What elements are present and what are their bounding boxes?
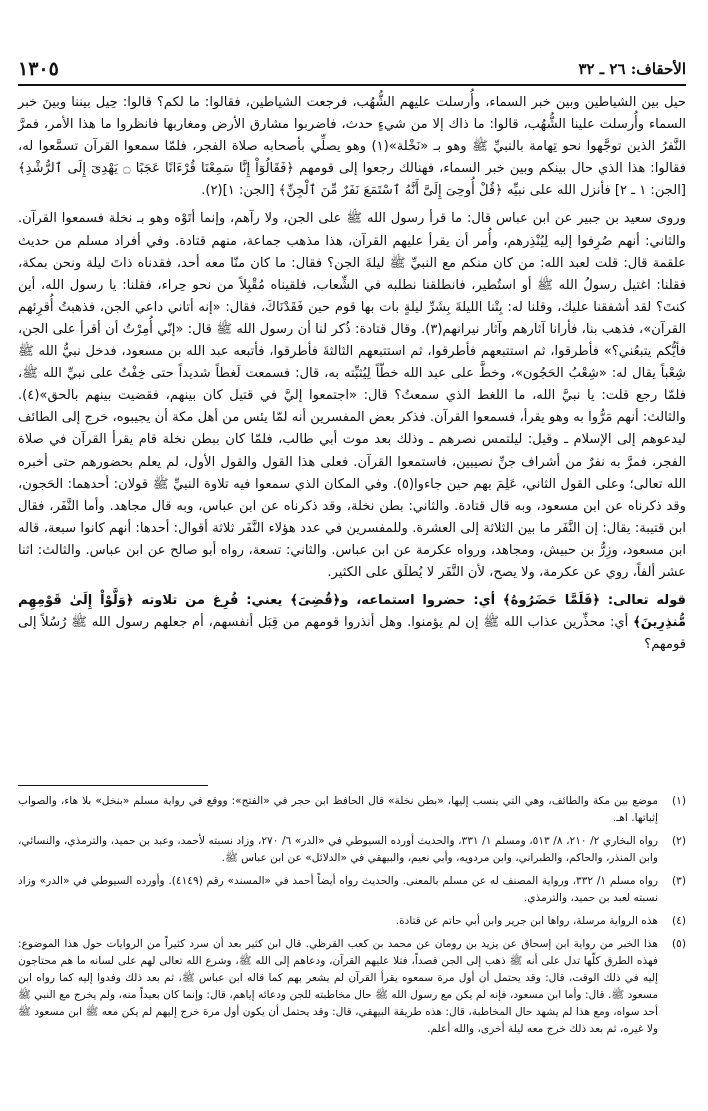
paragraph-1: حيل بين الشياطين وبين خبر السماء، وأُرسلت عليهم الشُّهُب، فرجعت الشياطين، فقالوا: ما لكم؟ قالوا: حِيل بيننا وبينَ خبر السماء وأُرسلت علينا الشُّهُب، قالوا: ما ذاك إلا من شيءٍ حدث، فاضربوا مشارق الأرض ومغاربها فانظروا ما هذا الأمر، فمرَّ النَّفرُ الذين توجَّهوا نحو تِهامة بالنبيِّ ﷺ وهو بـ «نَخْلة»(١) وهو يصلِّي بأصحابه صلاة الفجر، فلمّا سمعوا القرآن تسمَّعوا له، فقالوا: هذا الذي حال بينكم وبين خبر السماء، فهنالك رجعوا إلى قومهم ﴿فَقَالُوٓاْ إِنَّا سَمِعْنَا قُرْءَانًا عَجَبًا ۝ يَهْدِىٓ إِلَى ٱلرُّشْدِ﴾ [الجن: ١ ـ ٢] فأنزل الله على نبيِّه ﴿قُلْ أُوحِىَ إِلَىَّ أَنَّهُ ٱسْتَمَعَ نَفَرٌ مِّنَ ٱلْجِنِّ﴾ [الجن: ١](٢). (18, 95, 686, 199)
main-text (18, 92, 686, 656)
footnote-divider (18, 785, 208, 786)
footnote-text: هذا الخبر من رواية ابن إسحاق عن يزيد بن رومان عن محمد بن كعب القرظي. قال ابن كثير بعد أن سرد كثيراً من الروايات حول هذا الموضوع: فهذه الطرق كلّها تدل على أنه ﷺ ذهب إلى الجن قصداً، فتلا عليهم القرآن، ودعاهم إلى الله ﷺ، وشرع الله تعالى لهم على لسانه ما هم محتاجون إليه في ذلك الوقت، قال: وقد يحتمل أن أول مرة سمعوه يقرأ القرآن لم يشعر بهم كما قاله ابن عباس ﷺ، ثم بعد ذلك وفدوا إليه كما رواه ابن مسعود ﷺ. قال: وأما ابن مسعود، فإنه لم يكن مع رسول الله ﷺ حال مخاطبته للجن ودعائه إياهم، قال: وإنما كان بعيداً منه، ولم يخرج مع النبي ﷺ أحد سواه، ومع هذا لم يشهد حال المخاطبة، قال: هذه طريقة البيهقي، قال: وقد يحتمل أن يكون أول مرة خرج إليهم لم يكن معه ﷺ ابن مسعود ﷺ ولا غيره، ثم بعد ذلك خرج معه ليلة أخرى، والله أعلم. (18, 938, 658, 1035)
footnotes (18, 793, 686, 1044)
footnote-text: موضع بين مكة والطائف، وهي التي ينسب إليها، «بطن نخلة» قال الحافظ ابن حجر في «الفتح»: ووقع في رواية مسلم «بنخل» بلا هاء، والصواب إثباتها. اهـ. (18, 795, 658, 824)
footnote-1 (18, 793, 686, 827)
footnote-text: هذه الرواية مرسلة، رواها ابن جرير وابن أبي حاتم عن قتادة. (395, 915, 658, 927)
footnote-4 (18, 913, 686, 930)
footnote-number: (٥) (672, 938, 686, 950)
footnote-number: (١) (672, 795, 686, 807)
running-header (18, 58, 686, 86)
footnote-text: رواه مسلم ١/ ٣٣٢، ورواية المصنف له عن مسلم بالمعنى. والحديث رواه أيضاً أحمد في «المسند» رقم (٤١٤٩). وأورده السيوطي في «الدر» وزاد نسبته لعبد بن حميد، والترمذي. (18, 875, 658, 904)
footnote-number: (٤) (672, 915, 686, 927)
footnote-number: (٢) (672, 835, 686, 847)
page-number: ١٣٠٥ (18, 58, 59, 80)
footnote-3 (18, 873, 686, 907)
paragraph-3-text: أي: محذِّرين عذاب الله ﷺ إن لم يؤمنوا. وهل أنذروا قومهم من قِبَل أنفسهم، أم جعلهم رسول الله ﷺ رُسُلاً إلى قومهم؟ (18, 615, 686, 653)
paragraph-3 (18, 590, 686, 656)
footnote-2 (18, 833, 686, 867)
footnote-5 (18, 936, 686, 1038)
header-title: الأحقاف: ٢٦ ـ ٣٢ (578, 60, 686, 78)
footnote-number: (٣) (672, 875, 686, 887)
verse-lead: قوله تعالى: ﴿فَلَمَّا حَضَرُوهُ﴾ أي: حضروا استماعه، و﴿قُضِىَ﴾ يعني: فُرِغ من تلاوته ﴿وَلَّوْاْ إِلَىٰ قَوْمِهِم مُّنذِرِينَ﴾ (18, 593, 686, 631)
footnote-text: رواه البخاري ٢/ ٢١٠، ٨/ ٥١٣، ومسلم ١/ ٣٣١، والحديث أورده السيوطي في «الدر» ٦/ ٢٧٠، وزاد نسبته لأحمد، وعبد بن حميد، والترمذي، والنسائي، وابن المنذر، والحاكم، والطبراني، وابن مردويه، وأبي نعيم، والبيهقي في «الدلائل» عن ابن عباس ﷺ. (18, 835, 658, 864)
paragraph-2: وروى سعيد بن جبير عن ابن عباس قال: ما قرأ رسول الله ﷺ على الجن، ولا رآهم، وإنما أتَوْه وهو بـ نخلة فسمعوا القرآن. والثاني: أنهم صُرِفوا إليه لِيُنْذِرهم، وأُمر أن يقرأ عليهم القرآن، هذا مذهب جماعة، منهم قتادة. وفي أفراد مسلم من حديث علقمة قال: قلت لعبد الله: من كان منكم مع النبيِّ ﷺ ليلةَ الجن؟ فقال: ما كان منّا معه أحد، فقدناه ذاتَ ليلة ونحن بمكة، فقلنا: اغتيل رسولُ الله ﷺ أو استُطير، فانطلقنا نطلبه في الشِّعاب، فلقيناه مُقْبِلاً من نحو حِراء، فقلنا: يا رسول الله، أين كنتَ؟ لقد أشفقنا عليك، وقلنا له: بِتْنا الليلةَ بِشَرِّ ليلةٍ بات بها قوم حين فَقَدْنَاكَ، فقال: «إنه أتاني داعي الجن، فذهبتُ أُقرِئهم القرآن»، فذهب بنا، فأرانا آثارهم وآثار نيرانهم(٣). وقال قتادة: ذُكر لنا أن رسول الله ﷺ قال: «إنّي أُمِرْتُ أن أقرأ على الجن، فأيُّكم يتبعُني؟» فأطرقوا، ثم استتبعهم فأطرقوا، ثم استتبعهم الثالثةَ فأطرقوا، فأتبعه عبد الله بن مسعود، فدخل نبيُّ الله ﷺ شِعْباً يقال له: «شِعْبُ الحَجُون»، وخطَّ على عبد الله خطّاً لِيُثبِّته به، قال: فسمعت لَغطاً شديداً حتى خِفْتُ على نبيِّ الله ﷺ، فلمّا رجع قلت: يا نبيَّ الله، ما اللغط الذي سمعتُ؟ قال: «اجتمعوا إليَّ في قتيل كان بينهم، فقضيت بينهم بالحق»(٤). والثالث: أنهم مَرُّوا به وهو يقرأ، فسمعوا القرآن. فذكر بعض المفسرين أنه لمّا يئس من أهل مكة أن يجيبوه، خرج إلى الطائف ليدعوهم إلى الإسلام ـ وقيل: ليلتمس نصرهم ـ وذلك بعد موت أبي طالب، فلمّا كان ببطن نخلة قام يقرأ القرآن في صلاة الفجر، فمرَّ به نفرٌ من أشراف جنِّ نصيبين، فاستمعوا القرآن. فعلى هذا القول والقول الأول، لم يعلم بحضورهم حتى أخبره الله تعالى؛ وعلى القول الثاني، عَلِمَ بهم حين جاءوا(٥). وفي المكان الذي سمعوا فيه تلاوة النبيِّ ﷺ قولان: أحدهما: الحَجون، وقد ذكرناه عن ابن مسعود، وبه قال قتادة. والثاني: بطن نخلة، وقد ذكرناه عن ابن عباس، وبه قال مجاهد. وأما النَّفَر، فقال ابن قتيبة: يقال: إن النَّفَر ما بين الثلاثة إلى العشرة. وللمفسرين في عدد هؤلاء النَّفَر ثلاثة أقوال: أحدها: أنهم كانوا سبعة، قاله ابن مسعود، وزِرُّ بن حبيش، ومجاهد، ورواه عكرمة عن ابن عباس. والثاني: تسعة، رواه أبو صالح عن ابن عباس. والثالث: اثنا عشر ألفاً، روي عن عكرمة، ولا يصح، لأن النَّفَر لا يُطلَق على الكثير. (18, 211, 686, 580)
